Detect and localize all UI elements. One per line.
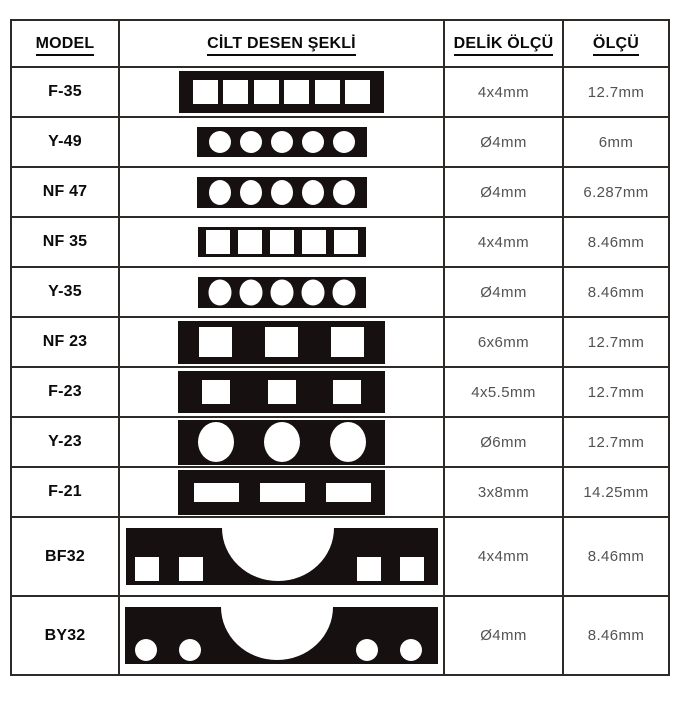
header-model: MODEL bbox=[11, 20, 119, 67]
pattern-graphic bbox=[120, 71, 443, 113]
model-cell: BF32 bbox=[11, 517, 119, 596]
pattern-graphic bbox=[120, 607, 443, 664]
table-row bbox=[11, 167, 669, 217]
table-row bbox=[11, 317, 669, 367]
header-pattern: CİLT DESEN ŞEKLİ bbox=[119, 20, 444, 67]
pattern-graphic bbox=[120, 127, 443, 157]
table-row bbox=[11, 596, 669, 675]
pattern-cell bbox=[119, 317, 444, 367]
pattern-cell bbox=[119, 417, 444, 467]
table-row bbox=[11, 467, 669, 517]
hole-size-cell: 4x4mm bbox=[444, 517, 563, 596]
size-cell: 6.287mm bbox=[563, 167, 669, 217]
model-cell: NF 35 bbox=[11, 217, 119, 267]
size-cell: 6mm bbox=[563, 117, 669, 167]
pattern-cell bbox=[119, 517, 444, 596]
size-cell: 8.46mm bbox=[563, 267, 669, 317]
pattern-cell bbox=[119, 167, 444, 217]
table-row bbox=[11, 67, 669, 117]
model-cell: BY32 bbox=[11, 596, 119, 675]
size-cell: 12.7mm bbox=[563, 417, 669, 467]
size-cell: 12.7mm bbox=[563, 317, 669, 367]
table-row bbox=[11, 117, 669, 167]
pattern-graphic bbox=[120, 470, 443, 515]
pattern-cell bbox=[119, 217, 444, 267]
model-cell: F-35 bbox=[11, 67, 119, 117]
pattern-cell bbox=[119, 367, 444, 417]
table-row bbox=[11, 517, 669, 596]
pattern-graphic bbox=[120, 277, 443, 308]
pattern-graphic bbox=[120, 420, 443, 465]
size-cell: 12.7mm bbox=[563, 367, 669, 417]
pattern-graphic bbox=[120, 177, 443, 208]
model-cell: NF 23 bbox=[11, 317, 119, 367]
pattern-cell bbox=[119, 117, 444, 167]
hole-size-cell: 3x8mm bbox=[444, 467, 563, 517]
hole-size-cell: 4x4mm bbox=[444, 217, 563, 267]
model-cell: F-21 bbox=[11, 467, 119, 517]
pattern-cell bbox=[119, 596, 444, 675]
pattern-graphic bbox=[120, 227, 443, 257]
hole-size-cell: 4x4mm bbox=[444, 67, 563, 117]
pattern-graphic bbox=[120, 321, 443, 364]
binding-pattern-spec-table bbox=[10, 19, 670, 676]
hole-size-cell: Ø4mm bbox=[444, 167, 563, 217]
header-size: ÖLÇÜ bbox=[563, 20, 669, 67]
model-cell: Y-23 bbox=[11, 417, 119, 467]
header-hole-size: DELİK ÖLÇÜ bbox=[444, 20, 563, 67]
hole-size-cell: 6x6mm bbox=[444, 317, 563, 367]
size-cell: 8.46mm bbox=[563, 217, 669, 267]
pattern-graphic bbox=[120, 371, 443, 413]
table-row bbox=[11, 217, 669, 267]
model-cell: Y-35 bbox=[11, 267, 119, 317]
hole-size-cell: Ø4mm bbox=[444, 596, 563, 675]
size-cell: 14.25mm bbox=[563, 467, 669, 517]
model-cell: NF 47 bbox=[11, 167, 119, 217]
pattern-graphic bbox=[120, 528, 443, 585]
hole-size-cell: Ø4mm bbox=[444, 267, 563, 317]
size-cell: 8.46mm bbox=[563, 517, 669, 596]
table-header-row bbox=[11, 20, 669, 67]
table-row bbox=[11, 267, 669, 317]
size-cell: 12.7mm bbox=[563, 67, 669, 117]
size-cell: 8.46mm bbox=[563, 596, 669, 675]
model-cell: F-23 bbox=[11, 367, 119, 417]
hole-size-cell: 4x5.5mm bbox=[444, 367, 563, 417]
pattern-cell bbox=[119, 67, 444, 117]
hole-size-cell: Ø6mm bbox=[444, 417, 563, 467]
hole-size-cell: Ø4mm bbox=[444, 117, 563, 167]
pattern-cell bbox=[119, 267, 444, 317]
table-body bbox=[11, 67, 669, 675]
model-cell: Y-49 bbox=[11, 117, 119, 167]
table-row bbox=[11, 367, 669, 417]
pattern-cell bbox=[119, 467, 444, 517]
table-row bbox=[11, 417, 669, 467]
